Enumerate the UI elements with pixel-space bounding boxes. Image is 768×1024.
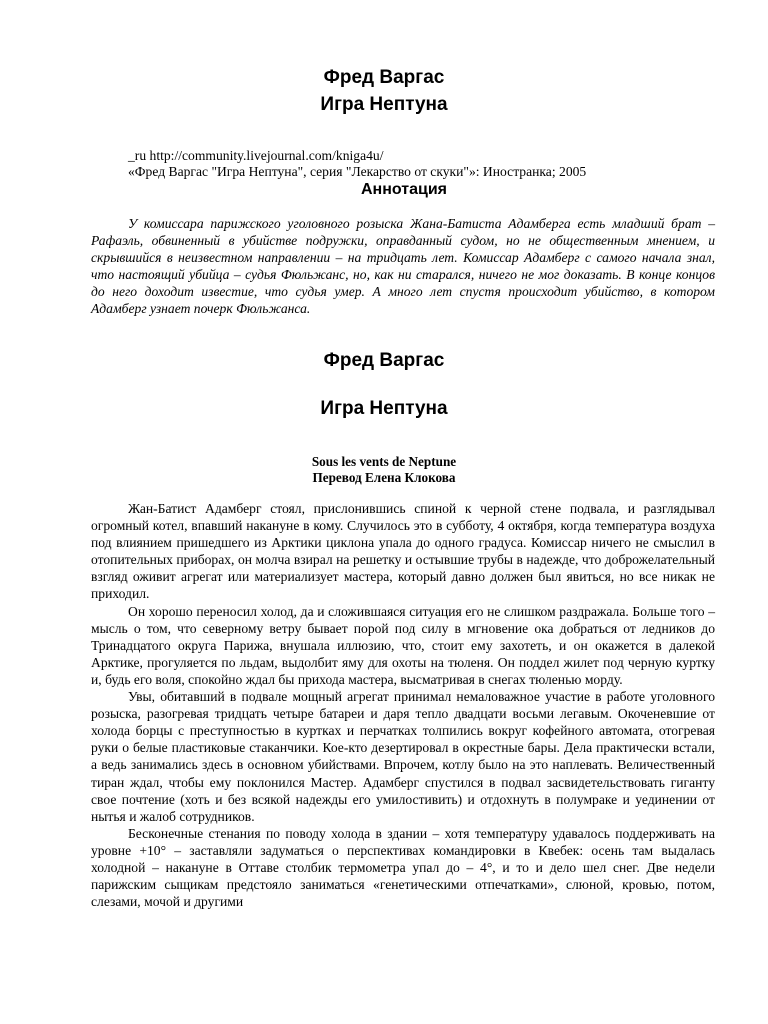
edition-line: «Фред Варгас "Игра Нептуна", серия "Лекарство от скуки"»: Иностранка; 2005 <box>128 164 587 179</box>
body-text <box>91 500 715 910</box>
original-title: Sous les vents de Neptune <box>311 454 457 469</box>
annotation-heading: Аннотация <box>361 181 447 198</box>
chapter-title: Игра Нептуна <box>320 398 448 419</box>
body-paragraph: Увы, обитавший в подвале мощный агрегат принимал немаловажное участие в работе уголовного розыска, разогревая тридцать четыре батареи и даря тепло двадцати восьми легавым. Окоченевшие от холода борцы с преступностью в куртках и перчатках толпились вокруг кофейного автомата, отогревая руки о белые пластиковые стаканчики. Кое-кто дезертировал в окрестные бары. Дела практически встали, а ведь занимались здесь в основном убийствами. Впрочем, котлу было на это наплевать. Величественный тиран ждал, чтобы ему поклонился Мастер. Адамберг спустился в подвал засвидетельствовать гиганту свое почтение (хоть и без всякой надежды его умилостивить) и отдохнуть в полумраке и уединении от нытья и жалоб сотрудников. <box>91 689 715 824</box>
body-paragraph: Бесконечные стенания по поводу холода в здании – хотя температуру удавалось поддерживать на уровне +10° – заставляли задуматься о перспективах командировки в Квебек: осень там выдалась холодной – накануне в Оттаве столбик термометра упал до – 4°, и то и дело шел снег. Две недели парижским сыщикам предстояло заниматься «генетическими отпечатками», слюной, кровью, потом, слезами, мочой и другими <box>91 825 715 910</box>
book-author: Фред Варгас <box>323 67 445 88</box>
body-paragraph: Жан-Батист Адамберг стоял, прислонившись спиной к черной стене подвала, и разглядывал огромный котел, впавший накануне в кому. Случилось это в субботу, 4 октября, когда температура воздуха под влиянием пришедшего из Арктики циклона упала до одного градуса. Комиссар ничего не смыслил в отопительных приборах, он молча взирал на решетку и остывшие трубы в надежде, что доброжелательный взгляд оживит агрегат или материализует мастера, который давно должен был явиться, но все никак не приходил. <box>91 501 715 602</box>
body-paragraph: Он хорошо переносил холод, да и сложившаяся ситуация его не слишком раздражала. Больше того – мысль о том, что северному ветру бывает порой под силу в мгновение ока добраться от ледников до Тринадцатого округа Парижа, внушала иллюзию, что, стоит ему захотеть, и он окажется в далекой Арктике, прогуляется по льдам, выдолбит яму для охоты на тюленя. Он поддел жилет под черную куртку и, будь его воля, спокойно ждал бы прихода мастера, высматривая в снегах тюленью морду. <box>91 603 715 687</box>
source-line: _ru http://community.livejournal.com/kniga4u/ <box>128 148 384 163</box>
annotation-text: У комиссара парижского уголовного розыска Жана-Батиста Адамберга есть младший брат – Рафаэль, обвиненный в убийстве подружки, оправданный судом, но не общественным мнением, и скрывшийся в неизвестном направлении – на тридцать лет. Комиссар Адамберг с самого начала знал, что настоящий убийца – судья Фюльжанс, но, как ни старался, ничего не мог доказать. В конце концов до него доходит известие, что судья умер. А много лет спустя происходит убийство, в котором Адамберг узнает почерк Фюльжанса. <box>91 216 715 317</box>
book-title: Игра Нептуна <box>320 94 448 115</box>
chapter-author: Фред Варгас <box>323 350 445 371</box>
translator-credit: Перевод Елена Клокова <box>312 470 456 485</box>
